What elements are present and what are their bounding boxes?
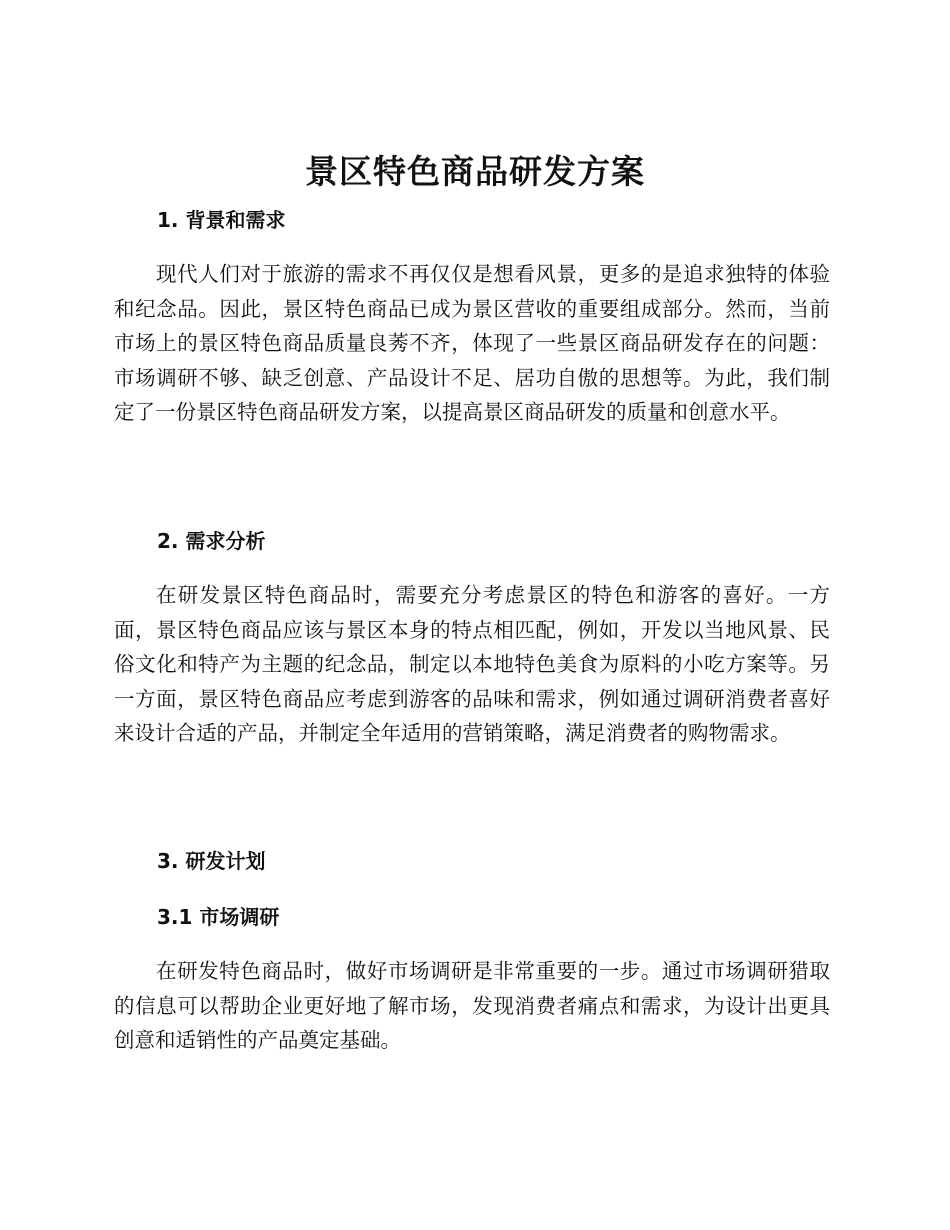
section-paragraph-market-research: 在研发特色商品时，做好市场调研是非常重要的一步。通过市场调研猎取的信息可以帮助企业更好地了解市场，发现消费者痛点和需求，为设计出更具创意和适销性的产品奠定基础。: [114, 959, 830, 1052]
section-heading-needs-analysis: 2. 需求分析: [157, 529, 266, 553]
section-heading-rd-plan: 3. 研发计划: [157, 849, 266, 873]
section-paragraph-background: 现代人们对于旅游的需求不再仅仅是想看风景，更多的是追求独特的体验和纪念品。因此，景区特色商品已成为景区营收的重要组成部分。然而，当前市场上的景区特色商品质量良莠不齐，体现了一些景区商品研发存在的问题：市场调研不够、缺乏创意、产品设计不足、居功自傲的思想等。为此，我们制定了一份景区特色商品研发方案，以提高景区商品研发的质量和创意水平。: [114, 262, 830, 424]
page-title: 景区特色商品研发方案: [305, 152, 645, 191]
section-paragraph-needs-analysis: 在研发景区特色商品时，需要充分考虑景区的特色和游客的喜好。一方面，景区特色商品应该与景区本身的特点相匹配，例如，开发以当地风景、民俗文化和特产为主题的纪念品，制定以本地特色美食为原料的小吃方案等。另一方面，景区特色商品应考虑到游客的品味和需求，例如通过调研消费者喜好来设计合适的产品，并制定全年适用的营销策略，满足消费者的购物需求。: [114, 583, 830, 745]
section-heading-market-research: 3.1 市场调研: [157, 905, 280, 929]
section-heading-background: 1. 背景和需求: [157, 208, 286, 232]
